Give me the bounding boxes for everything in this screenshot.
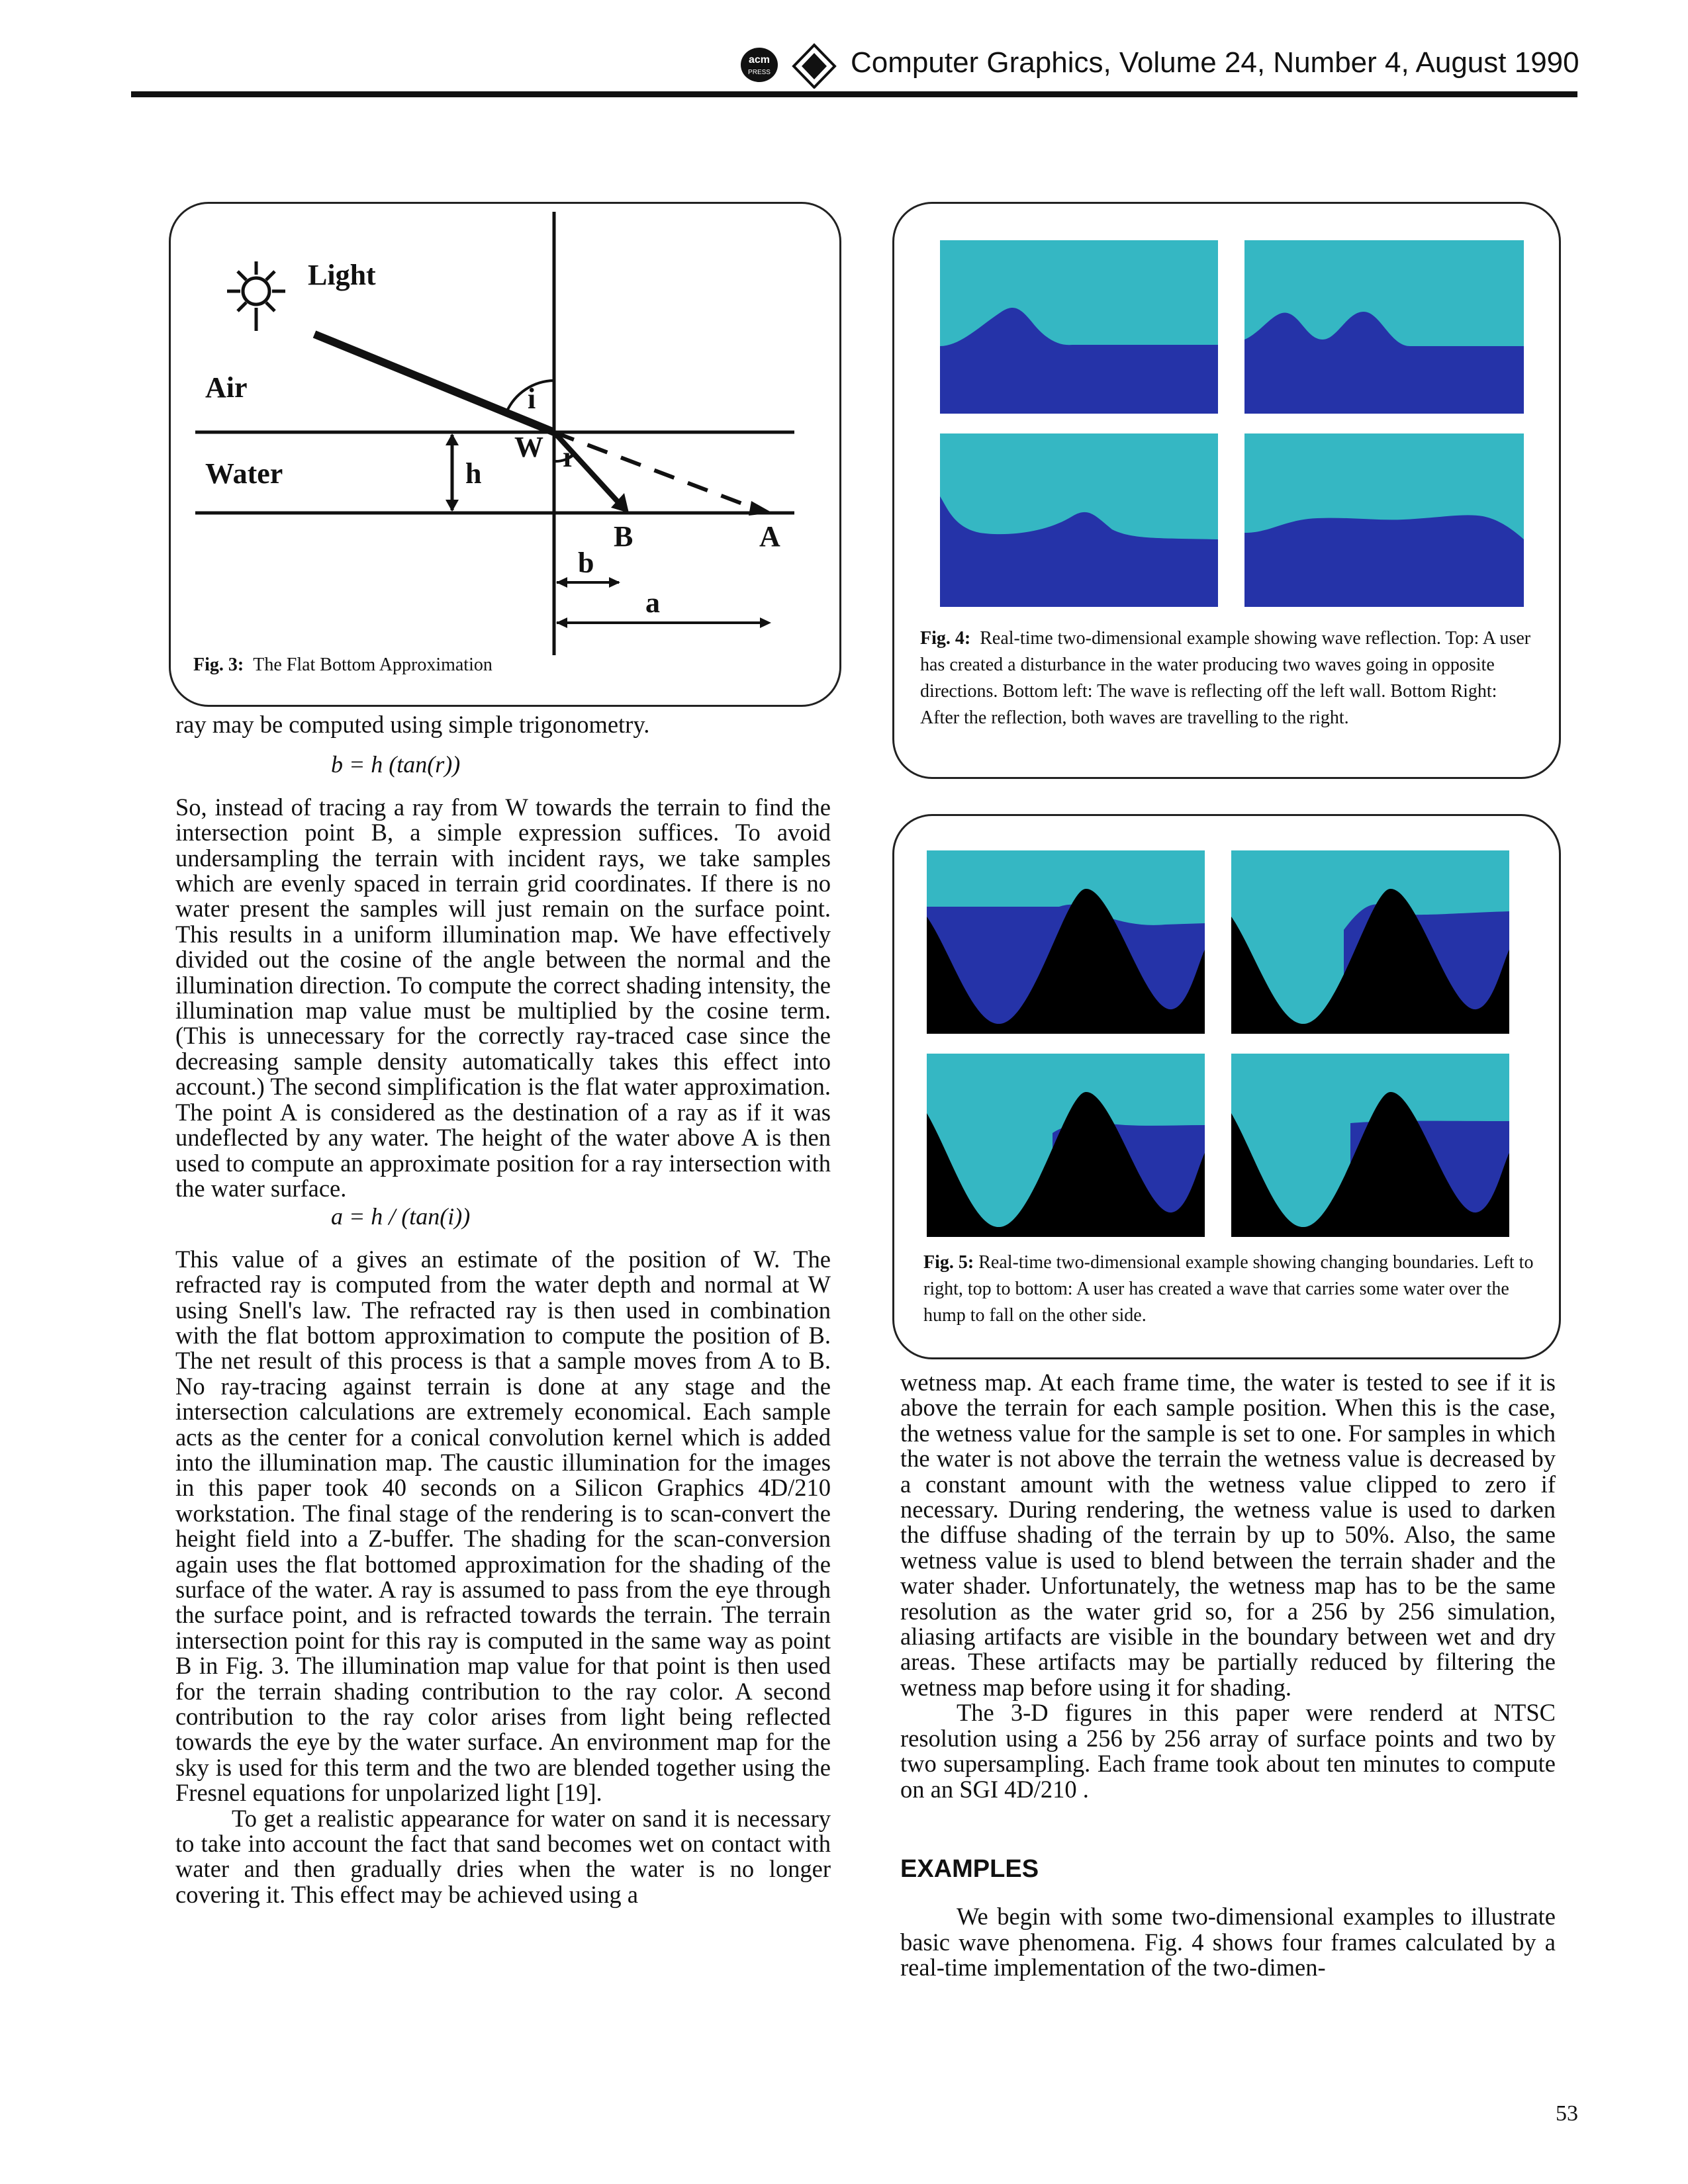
paragraph: We begin with some two-dimensional examples to illustrate basic wave phenomena. Fig. 4 shows four frames calculated by a real-time implementation of the two-dimen- (900, 1903, 1556, 1981)
section-heading: EXAMPLES (900, 1854, 1039, 1883)
paragraph: ray may be computed using simple trigonometry. (175, 711, 650, 738)
fig5-frame-4 (1231, 1054, 1509, 1237)
paragraph: The 3-D figures in this paper were renderd at NTSC resolution using a 256 by 256 array of surface points and two by two supersampling. Each frame took about ten minutes to compute on an SGI 4D/210 . (900, 1699, 1556, 1803)
sun-icon (227, 261, 285, 331)
label-a: a (645, 586, 660, 619)
paragraph: So, instead of tracing a ray from W towards the terrain to find the intersection point B, a simple expression suffices. To avoid undersampling the terrain with incident rays, we take samples which are evenly spaced in terrain grid coordinates. If there is no water present the samples will just remain on the surface point. This results in a uniform illumination map. We have effectively divided out the cosine of the angle between the normal and the illumination direction. To compute the correct shading intensity, the illumination map value must be multiplied by the cosine term. (This is unnecessary for the correctly ray-traced case since the decreasing sample density automatically takes this effect into account.) The second simplification is the flat water approximation. The point A is considered as the destination of a ray as if it was undeflected by any water. The height of the water above A is then used to compute an approximate position for a ray intersection with the water surface. (175, 793, 831, 1202)
paragraph: To get a realistic appearance for water on sand it is necessary to take into account the fact that sand becomes wet on contact with water and then gradually dries when the water is no longer covering it. This effect may be achieved using a (175, 1804, 831, 1908)
label-B: B (614, 520, 633, 553)
label-i: i (528, 383, 536, 415)
fig5-frame-1 (927, 850, 1205, 1034)
equation-b: b = h (tan(r)) (331, 751, 461, 778)
fig4-caption: Fig. 4: Real-time two-dimensional example showing wave reflection. Top: A user has created a disturbance in the water producing two waves going in opposite directions. Bottom left: The wave is reflecting off the left wall. Bottom Right: After the reflection, both waves are travelling to the right. (920, 628, 1531, 728)
label-A: A (759, 520, 780, 553)
paragraph: wetness map. At each frame time, the water is tested to see if it is above the terrain for each sample position. When this is the case, the wetness value for the sample is set to one. For samples in which the water is not above the terrain the wetness value is decreased by a constant amount with the wetness value clipped to zero if necessary. During rendering, the wetness value is used to darken the diffuse shading of the terrain by up to 50%. Also, the same wetness value is used to blend between the terrain shader and the water shader. Unfortunately, the wetness map has to be the same resolution as the water grid so, for a 256 by 256 simulation, aliasing artifacts are visible in the boundary between wet and dry areas. These artifacts may be partially reduced by filtering the wetness map before using it for shading. (900, 1369, 1556, 1701)
label-r: r (563, 441, 576, 473)
acm-press-logo (738, 41, 844, 89)
left-column (175, 712, 831, 1907)
fig4-frame-1 (940, 240, 1218, 414)
svg-text:acm: acm (748, 54, 771, 66)
svg-text:PRESS: PRESS (748, 69, 771, 76)
fig4-frame-2 (1244, 240, 1524, 414)
paragraph: This value of a gives an estimate of the position of W. The refracted ray is computed from the water depth and normal at W using Snell's law. The refracted ray is then used in combination with the flat bottom approximation to compute the position of B. The net result of this process is that a sample moves from A to B. No ray-tracing against terrain is done at any stage and the intersection calculations are extremely economical. Each sample acts as the center for a conical convolution kernel which is added into the illumination map. The caustic illumination for the images in this paper took 40 seconds on a Silicon Graphics 4D/210 workstation. The final stage of the rendering is to scan-convert the height field into a Z-buffer. The shading for the scan-conversion again uses the flat bottomed approximation for the shading of the surface of the water. A ray is assumed to pass from the eye through the surface point, and is refracted towards the terrain. The terrain intersection point for this ray is computed in the same way as point B in Fig. 3. The illumination map value for that point is then used for the terrain shading contribution to the ray color. A second contribution to the ray color arises from light being reflected towards the eye by the water surface. An environment map for the sky is used for this term and the two are blended together using the Fresnel equations for unpolarized light [19]. (175, 1245, 831, 1807)
label-air: Air (205, 371, 248, 404)
label-water: Water (205, 457, 283, 490)
incident-ray (314, 334, 554, 432)
page-number: 53 (1556, 2101, 1578, 2126)
label-h: h (465, 457, 482, 490)
fig3-caption: Fig. 3: The Flat Bottom Approximation (193, 655, 492, 675)
fig5-caption: Fig. 5: Real-time two-dimensional example showing changing boundaries. Left to right, top to bottom: A user has created a wave that carries some water over the hump to fall on the other side. (923, 1252, 1534, 1326)
label-light: Light (308, 259, 376, 291)
fig4-frame-3 (940, 433, 1218, 607)
fig5-frame-3 (927, 1054, 1205, 1237)
right-column (900, 1370, 1556, 1981)
label-W: W (514, 431, 543, 463)
fig3-diagram (169, 202, 841, 707)
fig4-frame-4 (1244, 433, 1524, 607)
fig5-frame-2 (1231, 850, 1509, 1034)
header-rule (131, 91, 1577, 97)
undeflected-ray (554, 432, 758, 510)
journal-header: Computer Graphics, Volume 24, Number 4, August 1990 (851, 46, 1579, 79)
label-b: b (578, 547, 594, 579)
equation-a: a = h / (tan(i)) (331, 1203, 471, 1230)
